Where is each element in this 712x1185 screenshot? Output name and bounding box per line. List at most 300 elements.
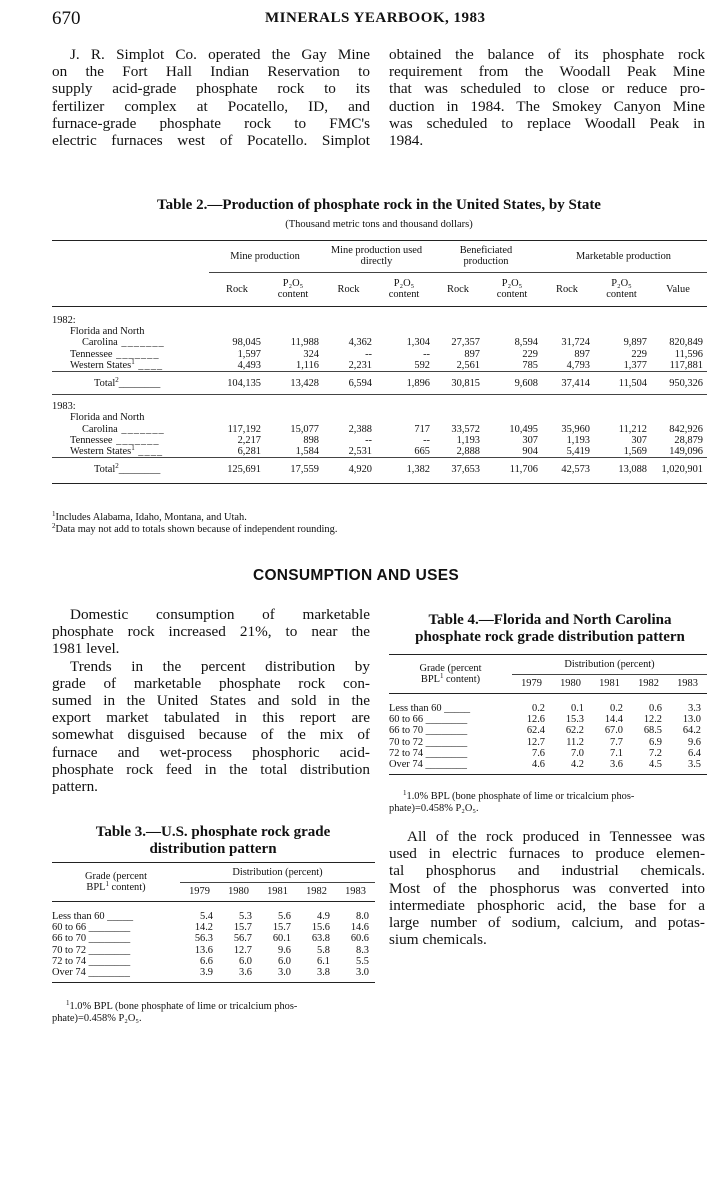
table2-group-header: Mine production: [209, 241, 321, 273]
table3-title-line: distribution pattern: [149, 841, 277, 857]
table3-cell: 3.9: [200, 967, 213, 979]
table2-cell: 898: [303, 434, 319, 446]
footnote-mark: 1: [105, 880, 109, 888]
table2-cell: 11,706: [484, 458, 540, 481]
table2-row-label: [52, 337, 209, 348]
table2-year-label: 1982:: [52, 315, 76, 326]
tennessee-paragraph: [389, 828, 705, 948]
table3-row-label: [52, 967, 180, 978]
table2-col-header: Rock: [556, 283, 578, 295]
table-row: [52, 446, 707, 458]
tennessee-line: Most of the phosphorus was converted into: [389, 879, 705, 897]
row-label-text: Tennessee: [70, 434, 113, 446]
table2-col-header: Rock: [447, 283, 469, 295]
consumption-line: sumed in the United States and sold in the: [52, 692, 370, 710]
table4-cell: 7.7: [610, 736, 623, 748]
table2-col-header: Value: [666, 283, 690, 295]
table2-cell: 1,193: [566, 434, 590, 446]
intro-left-line: electric furnaces west of Pocatello. Simplot: [52, 132, 370, 150]
table4-cell: 68.5: [643, 725, 662, 737]
tennessee-line: large number of sodium, calcium, and potas-: [389, 914, 705, 932]
intro-left-line: on the Fort Hall Indian Reservation to: [52, 63, 370, 81]
table2-cell: 1,304: [406, 337, 430, 349]
table-row: [52, 349, 707, 360]
row-label-text: Total: [94, 464, 116, 476]
table3-cell: 60.6: [350, 933, 369, 945]
table3-title: [52, 824, 374, 858]
table-row: [52, 933, 375, 944]
leader-dots: _______: [117, 337, 165, 349]
table4-year-header: 1983: [677, 678, 698, 690]
table-row: [52, 967, 375, 978]
table4-cell: 67.0: [604, 725, 623, 737]
footnote-text: 1.0% BPL (bone phosphate of lime or tricalcium phos-: [406, 791, 635, 802]
table-row: [52, 337, 707, 348]
table4-cell: 12.2: [643, 714, 662, 726]
table3-cell: 6.0: [239, 955, 252, 967]
table3-dist-header: Distribution (percent): [180, 863, 375, 883]
table2-cell: --: [423, 348, 430, 360]
table4-row-label: [389, 714, 512, 725]
table2-cell: --: [365, 348, 372, 360]
table4-row-label: [389, 725, 512, 736]
table3-row-label: [52, 902, 180, 923]
table3-year-header: 1982: [306, 886, 327, 898]
intro-left-line: supply acid-grade phosphate rock to its: [52, 80, 370, 98]
consumption-line: phosphate rock increased 21%, to near the: [52, 623, 370, 641]
table2-year-label: 1983:: [52, 401, 76, 413]
consumption-line: somewhat disguised because of the mix of: [52, 726, 370, 744]
table2-grid: [52, 240, 707, 480]
table3-footnote: [52, 999, 376, 1025]
leader-dots: ________: [86, 922, 131, 934]
table3-cell: 15.7: [272, 922, 291, 934]
table2-cell: 37,414: [540, 372, 594, 395]
table-row: [52, 902, 375, 923]
table3-row-label: [52, 933, 180, 944]
table-row: [389, 759, 707, 770]
table2: [52, 240, 707, 484]
table4-cell: 11.2: [566, 736, 584, 748]
table2-group-header: Marketable production: [540, 241, 707, 273]
table2-cell: 15,077: [290, 423, 319, 435]
table3-cell: 63.8: [311, 933, 330, 945]
intro-left-line: J. R. Simplot Co. operated the Gay Mine: [70, 46, 370, 63]
leader-dots: ________: [85, 967, 130, 979]
table2-region-row: [52, 326, 707, 337]
table-row: [52, 956, 375, 967]
table3-year-header: 1980: [228, 886, 249, 898]
table2-cell: 98,045: [232, 337, 261, 349]
table4-cell: 0.1: [571, 703, 584, 714]
table4-cell: 3.5: [688, 759, 701, 771]
footnote-mark: 2: [115, 376, 119, 385]
intro-right-line: was scheduled to replace Woodall Peak in: [389, 114, 705, 132]
table3-year-header: 1981: [267, 886, 288, 898]
table2-cell: 104,135: [209, 372, 265, 395]
row-label-text: Carolina: [82, 423, 118, 435]
table2-cell: 37,653: [432, 458, 484, 481]
footnote-mark: 1: [52, 510, 56, 518]
table2-cell: 11,504: [594, 372, 649, 395]
table2-cell: 1,382: [376, 458, 432, 481]
table2-cell: 820,849: [669, 337, 703, 349]
leader-dots: _______: [112, 348, 160, 360]
table4-cell: 62.4: [526, 725, 545, 737]
tennessee-line: tal phosphorus and industrial chemicals.: [389, 862, 705, 880]
table2-cell: 2,561: [456, 359, 480, 371]
table3-cell: 14.2: [194, 922, 213, 934]
leader-dots: ________: [118, 378, 161, 390]
footnote-mark: 1: [131, 357, 135, 366]
consumption-line: Domestic consumption of marketable: [70, 606, 370, 623]
table2-cell: 30,815: [432, 372, 484, 395]
section-heading: CONSUMPTION AND USES: [252, 567, 460, 584]
table4-cell: 3.6: [610, 759, 623, 771]
table2-title: Table 2.—Production of phosphate rock in the United States, by State: [157, 197, 601, 213]
table2-cell: 1,020,901: [649, 458, 707, 481]
table2-cell: 117,192: [227, 423, 261, 435]
grade-header-text: content): [443, 674, 481, 685]
table2-cell: 665: [414, 446, 430, 458]
running-title: MINERALS YEARBOOK, 1983: [265, 10, 486, 26]
table2-total-label: [52, 458, 209, 481]
table2-cell: 1,896: [376, 372, 432, 395]
table2-col-header: Rock: [226, 283, 248, 295]
table4-cell: 7.1: [610, 747, 623, 759]
table2-cell: 4,362: [348, 337, 372, 349]
row-label-text: 60 to 66: [52, 922, 87, 934]
table4-cell: 7.0: [571, 747, 584, 759]
intro-right-line: requirement from the Woodall Peak Mine: [389, 63, 705, 81]
table2-footnote: [52, 524, 337, 536]
table2-cell: 31,724: [561, 337, 590, 349]
table3-grid: [52, 862, 375, 978]
leader-dots: ________: [423, 747, 468, 759]
row-label-text: Less than 60: [52, 911, 105, 922]
footnote-mark: 1: [439, 672, 444, 680]
table2-row-label: [52, 357, 209, 372]
consumption-line: Trends in the percent distribution by: [70, 657, 370, 675]
table-row: [52, 360, 707, 372]
table4-year-header: 1979: [521, 678, 542, 690]
table2-year-row: [52, 307, 707, 327]
footnote-mark: 1: [66, 999, 70, 1007]
table2-cell: 11,596: [674, 348, 703, 360]
table-row: [52, 945, 375, 956]
table2-region-row: [52, 412, 707, 423]
table4-cell: 62.2: [565, 725, 584, 737]
table-row: [52, 424, 707, 435]
consumption-line: pattern.: [52, 778, 98, 796]
table4-title-line: phosphate rock grade distribution pattern: [415, 629, 685, 645]
footnote-text: Data may not add to totals shown because of independent rounding.: [55, 524, 338, 535]
footnote-text: phate)=0.458% P₂O₅.: [389, 803, 479, 814]
table2-cell: 17,559: [265, 458, 321, 481]
intro-right-line: duction in 1984. The Smokey Canyon Mine: [389, 97, 705, 115]
leader-dots: ________: [86, 944, 131, 956]
table3-cell: 60.1: [272, 933, 291, 945]
intro-left-line: furnace-grade phosphate rock to FMC's: [52, 114, 370, 132]
leader-dots: ________: [422, 759, 467, 771]
table3-cell: 5.4: [200, 911, 213, 922]
table4-year-header: 1982: [638, 678, 659, 690]
intro-right-line: 1984.: [389, 132, 424, 150]
table2-cell: 13,428: [265, 372, 321, 395]
table4-year-header: 1981: [599, 678, 620, 690]
table3-row-label: [52, 956, 180, 967]
table3-row-label: [52, 945, 180, 956]
table2-group-header: Beneficiated production: [432, 241, 540, 273]
row-label-text: 66 to 70: [389, 725, 424, 737]
leader-dots: ____: [134, 359, 164, 371]
table3-cell: 56.3: [194, 933, 213, 945]
table3-year-header: 1979: [189, 886, 210, 898]
table4-cell: 3.3: [688, 703, 701, 714]
table2-col-header: Rock: [337, 283, 360, 295]
table3: [52, 862, 375, 983]
table2-cell: 904: [522, 446, 538, 458]
intro-right-line: that was scheduled to close or reduce pro-: [389, 80, 705, 98]
table2-cell: 6,281: [237, 446, 261, 458]
footnote-mark: 2: [115, 462, 119, 471]
consumption-line: grade of marketable phosphate rock con-: [52, 674, 370, 692]
leader-dots: _______: [117, 423, 165, 435]
consumption-line: furnace and wet-process phosphoric acid-: [52, 743, 370, 761]
table4-dist-header: Distribution (percent): [512, 655, 707, 675]
table2-row-label: [52, 446, 209, 458]
table3-cell: 5.5: [356, 955, 369, 967]
table4-cell: 15.3: [565, 714, 584, 726]
table2-region-label: Florida and North: [70, 326, 145, 338]
consumption-line: export market tabulated in this report are: [52, 709, 370, 727]
table3-cell: 3.0: [278, 967, 291, 979]
table2-cell: 1,584: [295, 446, 319, 458]
table2-cell: 2,531: [348, 446, 372, 458]
consumption-text: [52, 606, 370, 795]
table4-cell: 4.5: [649, 759, 662, 771]
table4-row-label: [389, 759, 512, 770]
footnote-mark: 1: [403, 789, 407, 797]
table2-cell: 1,569: [623, 446, 647, 458]
table2-cell: 117,881: [669, 359, 703, 371]
row-label-text: 72 to 74: [52, 955, 87, 967]
table3-cell: 5.3: [239, 911, 252, 922]
table2-cell: 717: [414, 423, 430, 435]
table2-cell: 33,572: [451, 423, 480, 435]
grade-header-text: BPL: [420, 674, 440, 685]
tennessee-line: All of the rock produced in Tennessee was: [407, 828, 705, 845]
table-row: [389, 748, 707, 759]
row-label-text: Less than 60: [389, 703, 442, 714]
consumption-line: phosphate rock feed in the total distribution: [52, 760, 370, 778]
table2-cell: 592: [414, 359, 430, 371]
row-label-text: 66 to 70: [52, 933, 87, 945]
table2-total-row: [52, 372, 707, 395]
table4-year-header: 1980: [560, 678, 581, 690]
table3-cell: 5.8: [317, 944, 330, 956]
table-row: [389, 725, 707, 736]
row-label-text: 70 to 72: [389, 736, 424, 748]
table4-footnote: [389, 789, 708, 815]
table3-cell: 3.6: [239, 967, 252, 979]
table3-cell: 3.0: [356, 967, 369, 979]
table2-group-header: Mine production used directly: [321, 241, 432, 273]
leader-dots: _____: [441, 703, 471, 714]
table3-cell: 9.6: [278, 944, 291, 956]
table4-cell: 6.9: [649, 736, 662, 748]
intro-right-column: [389, 46, 705, 149]
table2-cell: --: [365, 434, 372, 446]
table4-cell: 7.6: [532, 747, 545, 759]
table-row: [52, 435, 707, 446]
table4-title: [389, 612, 711, 646]
table2-cell: 8,594: [514, 337, 538, 349]
table2-cell: 2,217: [237, 434, 261, 446]
table2-cell: 9,897: [623, 337, 647, 349]
table3-cell: 15.6: [311, 922, 330, 934]
table2-cell: 5,419: [566, 446, 590, 458]
table4-cell: 12.7: [526, 736, 545, 748]
consumption-line: 1981 level.: [52, 640, 120, 658]
leader-dots: ________: [423, 714, 468, 726]
footnote-text: Includes Alabama, Idaho, Montana, and Utah.: [55, 512, 247, 523]
tennessee-line: intermediate phosphoric acid, the base for a: [389, 896, 705, 914]
table2-cell: 785: [522, 359, 538, 371]
row-label-text: Western States: [70, 446, 132, 458]
table2-cell: 10,495: [509, 423, 538, 435]
footnote-text: 1.0% BPL (bone phosphate of lime or tricalcium phos-: [69, 1001, 298, 1012]
table3-cell: 6.0: [278, 955, 291, 967]
row-label-text: Tennessee: [70, 348, 113, 360]
table-row: [389, 714, 707, 725]
table4-row-label: [389, 694, 512, 715]
table3-cell: 6.6: [200, 955, 213, 967]
row-label-text: 72 to 74: [389, 747, 424, 759]
table2-cell: 1,193: [456, 434, 480, 446]
table2-cell: 28,879: [674, 434, 703, 446]
table3-cell: 3.8: [317, 967, 330, 979]
table2-cell: --: [423, 434, 430, 446]
table4-grade-header: [389, 655, 512, 694]
row-label-text: Carolina: [82, 337, 118, 349]
table3-cell: 12.7: [233, 944, 252, 956]
table-row: [389, 737, 707, 748]
table4-cell: 7.2: [649, 747, 662, 759]
table3-cell: 6.1: [317, 955, 330, 967]
table3-title-line: Table 3.—U.S. phosphate rock grade: [95, 824, 331, 840]
table2-cell: 4,793: [566, 359, 590, 371]
table2-cell: 842,926: [669, 423, 703, 435]
intro-left-line: fertilizer complex at Pocatello, ID, and: [52, 97, 370, 115]
row-label-text: Over 74: [52, 967, 86, 979]
table4-cell: 12.6: [526, 714, 545, 726]
table2-footnotes: [52, 512, 337, 536]
table3-year-header: 1983: [345, 886, 366, 898]
table4-cell: 13.0: [682, 714, 701, 726]
table4-cell: 14.4: [604, 714, 623, 726]
table-row: [52, 922, 375, 933]
table2-cell: 2,888: [456, 446, 480, 458]
table3-cell: 8.3: [356, 944, 369, 956]
table2-cell: 324: [303, 348, 319, 360]
table3-row-label: [52, 922, 180, 933]
footnote-text: phate)=0.458% P₂O₅.: [52, 1013, 142, 1024]
table2-cell: 4,493: [237, 359, 261, 371]
grade-header-text: BPL: [86, 882, 106, 893]
page-number: 670: [52, 8, 81, 29]
table3-cell: 4.9: [317, 911, 330, 922]
table2-region-label: Florida and North: [70, 412, 145, 424]
table2-cell: 4,920: [321, 458, 376, 481]
table2-cell: 2,231: [348, 359, 372, 371]
table4-cell: 4.6: [532, 759, 545, 771]
table4-cell: 9.6: [688, 736, 701, 748]
footnote-mark: 1: [131, 444, 135, 453]
row-label-text: Western States: [70, 359, 132, 371]
table2-cell: 950,326: [649, 372, 707, 395]
table2-cell: 13,088: [594, 458, 649, 481]
grade-header-text: content): [108, 882, 146, 893]
table-row: [389, 694, 707, 715]
table2-cell: 1,597: [237, 348, 261, 360]
table2-cell: 229: [631, 348, 647, 360]
intro-left-column: [52, 46, 370, 149]
table2-col-header: P₂O₅ content: [606, 278, 637, 301]
leader-dots: ________: [423, 725, 468, 737]
leader-dots: ________: [423, 736, 468, 748]
table2-cell: 27,357: [451, 337, 480, 349]
table2-cell: 1,116: [296, 359, 319, 371]
table2-col-header: P₂O₅ content: [496, 278, 528, 301]
table2-cell: 1,377: [623, 359, 647, 371]
table2-col-header: P₂O₅ content: [388, 278, 420, 301]
table2-subtitle: (Thousand metric tons and thousand dollars): [285, 219, 473, 230]
leader-dots: ________: [118, 464, 161, 476]
leader-dots: ________: [86, 955, 131, 967]
table3-grade-header: [52, 863, 180, 902]
table2-cell: 2,388: [348, 423, 372, 435]
table3-cell: 8.0: [356, 911, 369, 922]
leader-dots: ____: [134, 446, 164, 458]
row-label-text: Over 74: [389, 759, 423, 771]
table4-cell: 0.6: [649, 703, 662, 714]
grade-header-text: Grade (percent: [419, 662, 482, 674]
table2-col-header: P₂O₅ content: [277, 278, 309, 301]
table3-cell: 56.7: [233, 933, 252, 945]
row-label-text: Total: [94, 378, 116, 390]
table2-cell: 42,573: [540, 458, 594, 481]
table2-cell: 9,608: [484, 372, 540, 395]
table4: [389, 654, 707, 775]
table4-cell: 4.2: [571, 759, 584, 771]
table2-row-label: [52, 424, 209, 435]
table3-cell: 15.7: [233, 922, 252, 934]
grade-header-text: Grade (percent: [84, 870, 147, 882]
table2-cell: 897: [574, 348, 590, 360]
table2-year-row: [52, 395, 707, 412]
table4-row-label: [389, 748, 512, 759]
table2-cell: 35,960: [561, 423, 590, 435]
table3-cell: 14.6: [350, 922, 369, 934]
leader-dots: ________: [86, 933, 131, 945]
table3-cell: 5.6: [278, 911, 291, 922]
table4-cell: 6.4: [688, 747, 701, 759]
table4-cell: 64.2: [682, 725, 701, 737]
table2-cell: 897: [464, 348, 480, 360]
table2-total-row: [52, 458, 707, 481]
intro-right-line: obtained the balance of its phosphate rock: [389, 46, 705, 63]
